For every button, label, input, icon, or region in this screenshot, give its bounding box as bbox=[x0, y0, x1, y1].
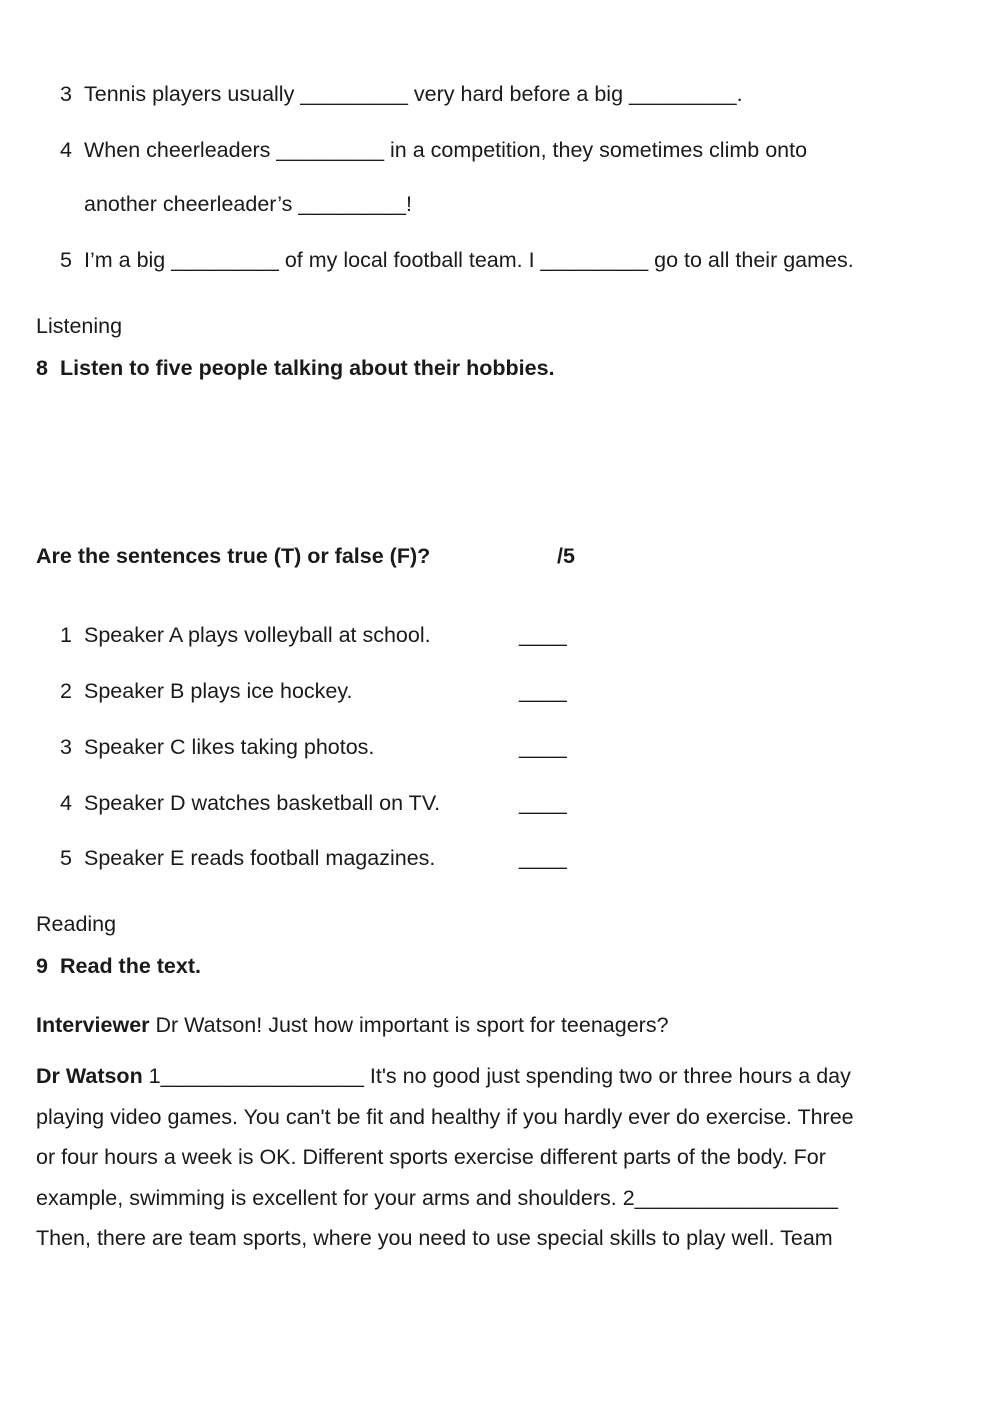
list-item-text: Speaker B plays ice hockey. bbox=[84, 679, 353, 703]
list-item-text: Speaker A plays volleyball at school. bbox=[84, 623, 431, 647]
interviewer-text: Dr Watson! Just how important is sport for teenagers? bbox=[149, 1013, 669, 1037]
interviewer-line bbox=[36, 1012, 946, 1038]
list-item-text: Speaker C likes taking photos. bbox=[84, 735, 375, 759]
list-item-number: 2 bbox=[60, 679, 72, 703]
section-heading-reading: Reading bbox=[36, 912, 117, 936]
vocab-item-text: When cheerleaders _________ in a competition, they sometimes climb onto bbox=[84, 138, 808, 162]
list-item-text: Speaker E reads football magazines. bbox=[84, 846, 436, 870]
vocab-item-text: I’m a big _________ of my local football team. I _________ go to all their games. bbox=[84, 248, 854, 272]
speaker-name: Interviewer bbox=[36, 1013, 150, 1037]
answer-blank[interactable]: ____ bbox=[519, 623, 567, 647]
exercise-number: 8 bbox=[36, 356, 48, 380]
vocab-item-number: 5 bbox=[60, 248, 72, 272]
reading-text-line: Then, there are team sports, where you need to use special skills to play well. Team bbox=[36, 1226, 833, 1250]
watson-text: 1_________________ It's no good just spending two or three hours a day bbox=[142, 1064, 851, 1088]
answer-blank[interactable]: ____ bbox=[519, 735, 567, 759]
exercise-instruction: Listen to five people talking about their hobbies. bbox=[60, 356, 555, 380]
reading-text-line: playing video games. You can't be fit and healthy if you hardly ever do exercise. Three bbox=[36, 1105, 854, 1129]
list-item-number: 4 bbox=[60, 791, 72, 815]
exercise-number: 9 bbox=[36, 954, 48, 978]
reading-text-line: or four hours a week is OK. Different sports exercise different parts of the body. For bbox=[36, 1145, 826, 1169]
answer-blank[interactable]: ____ bbox=[519, 846, 567, 870]
answer-blank[interactable]: ____ bbox=[519, 791, 567, 815]
watson-line bbox=[36, 1063, 946, 1089]
vocab-item-number: 3 bbox=[60, 82, 72, 106]
section-heading-listening: Listening bbox=[36, 314, 123, 338]
answer-blank[interactable]: ____ bbox=[519, 679, 567, 703]
reading-text-line: example, swimming is excellent for your arms and shoulders. 2_________________ bbox=[36, 1186, 838, 1210]
list-item-number: 3 bbox=[60, 735, 72, 759]
vocab-item-number: 4 bbox=[60, 138, 72, 162]
exercise-instruction: Read the text. bbox=[60, 954, 201, 978]
score-label: /5 bbox=[557, 544, 575, 568]
vocab-item-text: Tennis players usually _________ very hard before a big _________. bbox=[84, 82, 743, 106]
list-item-text: Speaker D watches basketball on TV. bbox=[84, 791, 441, 815]
speaker-name: Dr Watson bbox=[36, 1064, 143, 1088]
vocab-item-text-continued: another cheerleader’s _________! bbox=[84, 192, 412, 216]
list-item-number: 5 bbox=[60, 846, 72, 870]
list-item-number: 1 bbox=[60, 623, 72, 647]
true-false-question: Are the sentences true (T) or false (F)? bbox=[36, 544, 431, 568]
